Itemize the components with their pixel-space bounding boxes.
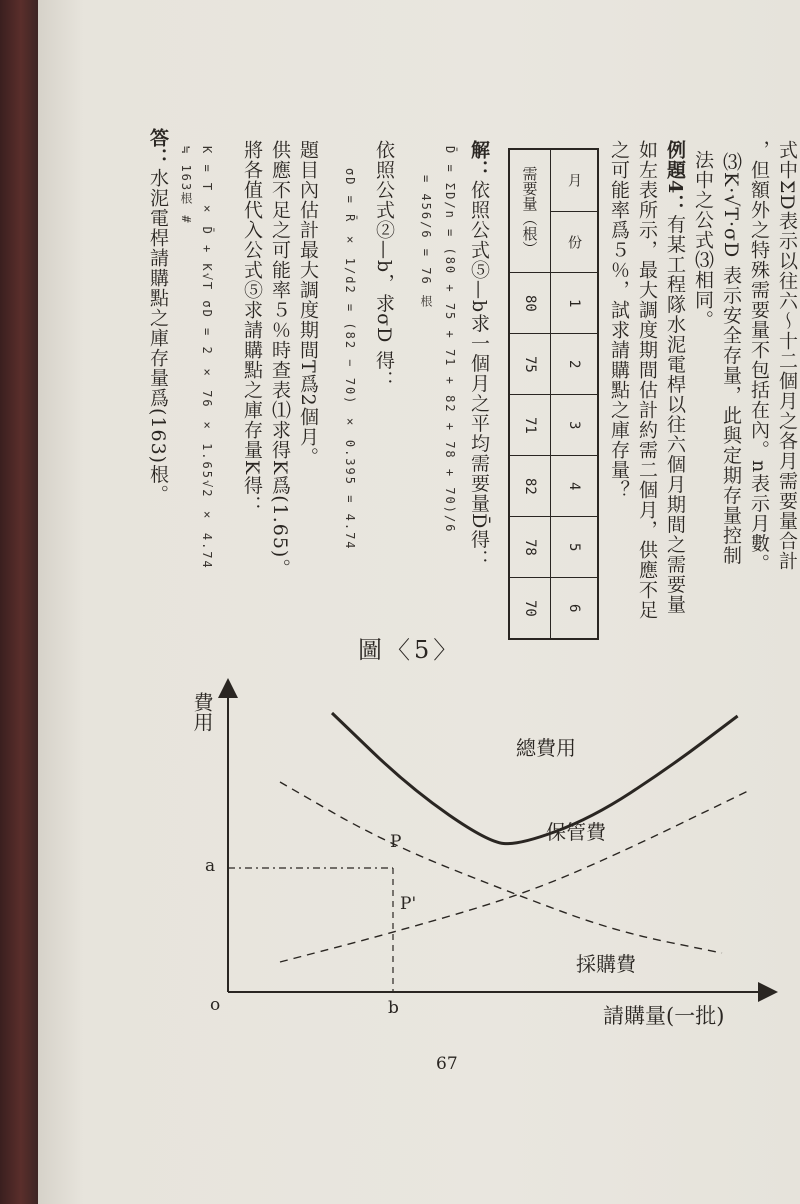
holding-cost-curve [280,791,748,962]
table-month-4: 4 [551,456,599,517]
x-axis-label: 請購量(一批) [603,1004,725,1028]
origin-label: o [210,995,221,1015]
example-label: 例題4： [664,140,686,215]
formula-mean-result: = 456/6 = 76 根 [419,175,433,309]
ordering-cost-curve [280,782,722,953]
formula-sd-text: 依照公式②—b，求σD 得： [373,140,395,391]
figure-title: 圖〈5〉 [358,636,462,664]
book-binding [0,0,38,1204]
table-row-label: 需要量（根） [509,149,551,273]
a-label: a [205,856,216,876]
holding-cost-label: 保管費 [546,820,606,844]
formula-k: K = T × D̄ + K√T σD = 2 × 76 × 1.65√2 × 4.74 [200,146,214,570]
table-header-month: 月 [551,149,599,211]
text-line-4: 法中之公式⑶相同。 [692,150,714,330]
table-demand-3: 71 [509,395,551,456]
context-line-1: 題目內估計最大調度期間T爲2個月。 [297,140,319,467]
table-month-3: 3 [551,395,599,456]
answer-text: 水泥電桿請購點之庫存量爲(163)根。 [147,168,169,505]
text-line-3: ⑶K·√T·σD 表示安全存量，此與定期存量控制 [720,152,742,566]
formula-k-result: ≒ 163根 # [179,146,193,225]
solution-label: 解： [468,140,490,180]
table-month-6: 6 [551,578,599,640]
table-month-1: 1 [551,273,599,334]
table-demand-6: 70 [509,578,551,640]
table-demand-1: 80 [509,273,551,334]
page-number: 67 [436,1054,458,1074]
example-text-1: 有某工程隊水泥電桿以往六個月期間之需要量 [664,214,686,615]
solution-text: 依照公式⑤—b求一個月之平均需要量D̄得： [468,180,490,570]
total-cost-label: 總費用 [516,736,576,760]
table-demand-4: 82 [509,456,551,517]
text-line-1: 式中ΣD表示以往六〜十二個月之各月需要量合計 [776,140,798,571]
ordering-cost-label: 採購費 [576,952,636,976]
table-month-2: 2 [551,334,599,395]
example-line-2: 如左表所示，最大調度期間估計約需二個月，供應不足 [636,140,658,620]
p-prime-label: P' [400,894,417,914]
formula-sd: σD = R̄ × 1/d2 = (82 − 70) × 0.395 = 4.74 [343,168,357,551]
table-month-5: 5 [551,517,599,578]
b-label: b [388,998,399,1018]
context-line-2: 供應不足之可能率５％時查表⑴求得K爲(1.65)。 [269,140,291,579]
example-line-3: 之可能率爲５％，試求請購點之庫存量？ [608,140,630,500]
answer-label: 答： [147,128,169,168]
context-line-3: 將各值代入公式⑤求請購點之庫存量K得： [241,140,263,516]
table-demand-2: 75 [509,334,551,395]
formula-mean: D̄ = ΣD/n = (80 + 75 + 71 + 82 + 78 + 70)/6 [443,146,457,534]
table-header-unit: 份 [551,211,599,273]
p-label: P [390,832,402,852]
y-axis-label: 費用 [190,692,214,732]
book-page [38,0,800,1204]
table-demand-5: 78 [509,517,551,578]
text-line-2: ，但額外之特殊需要量不包括在內。n表示月數。 [748,140,770,574]
